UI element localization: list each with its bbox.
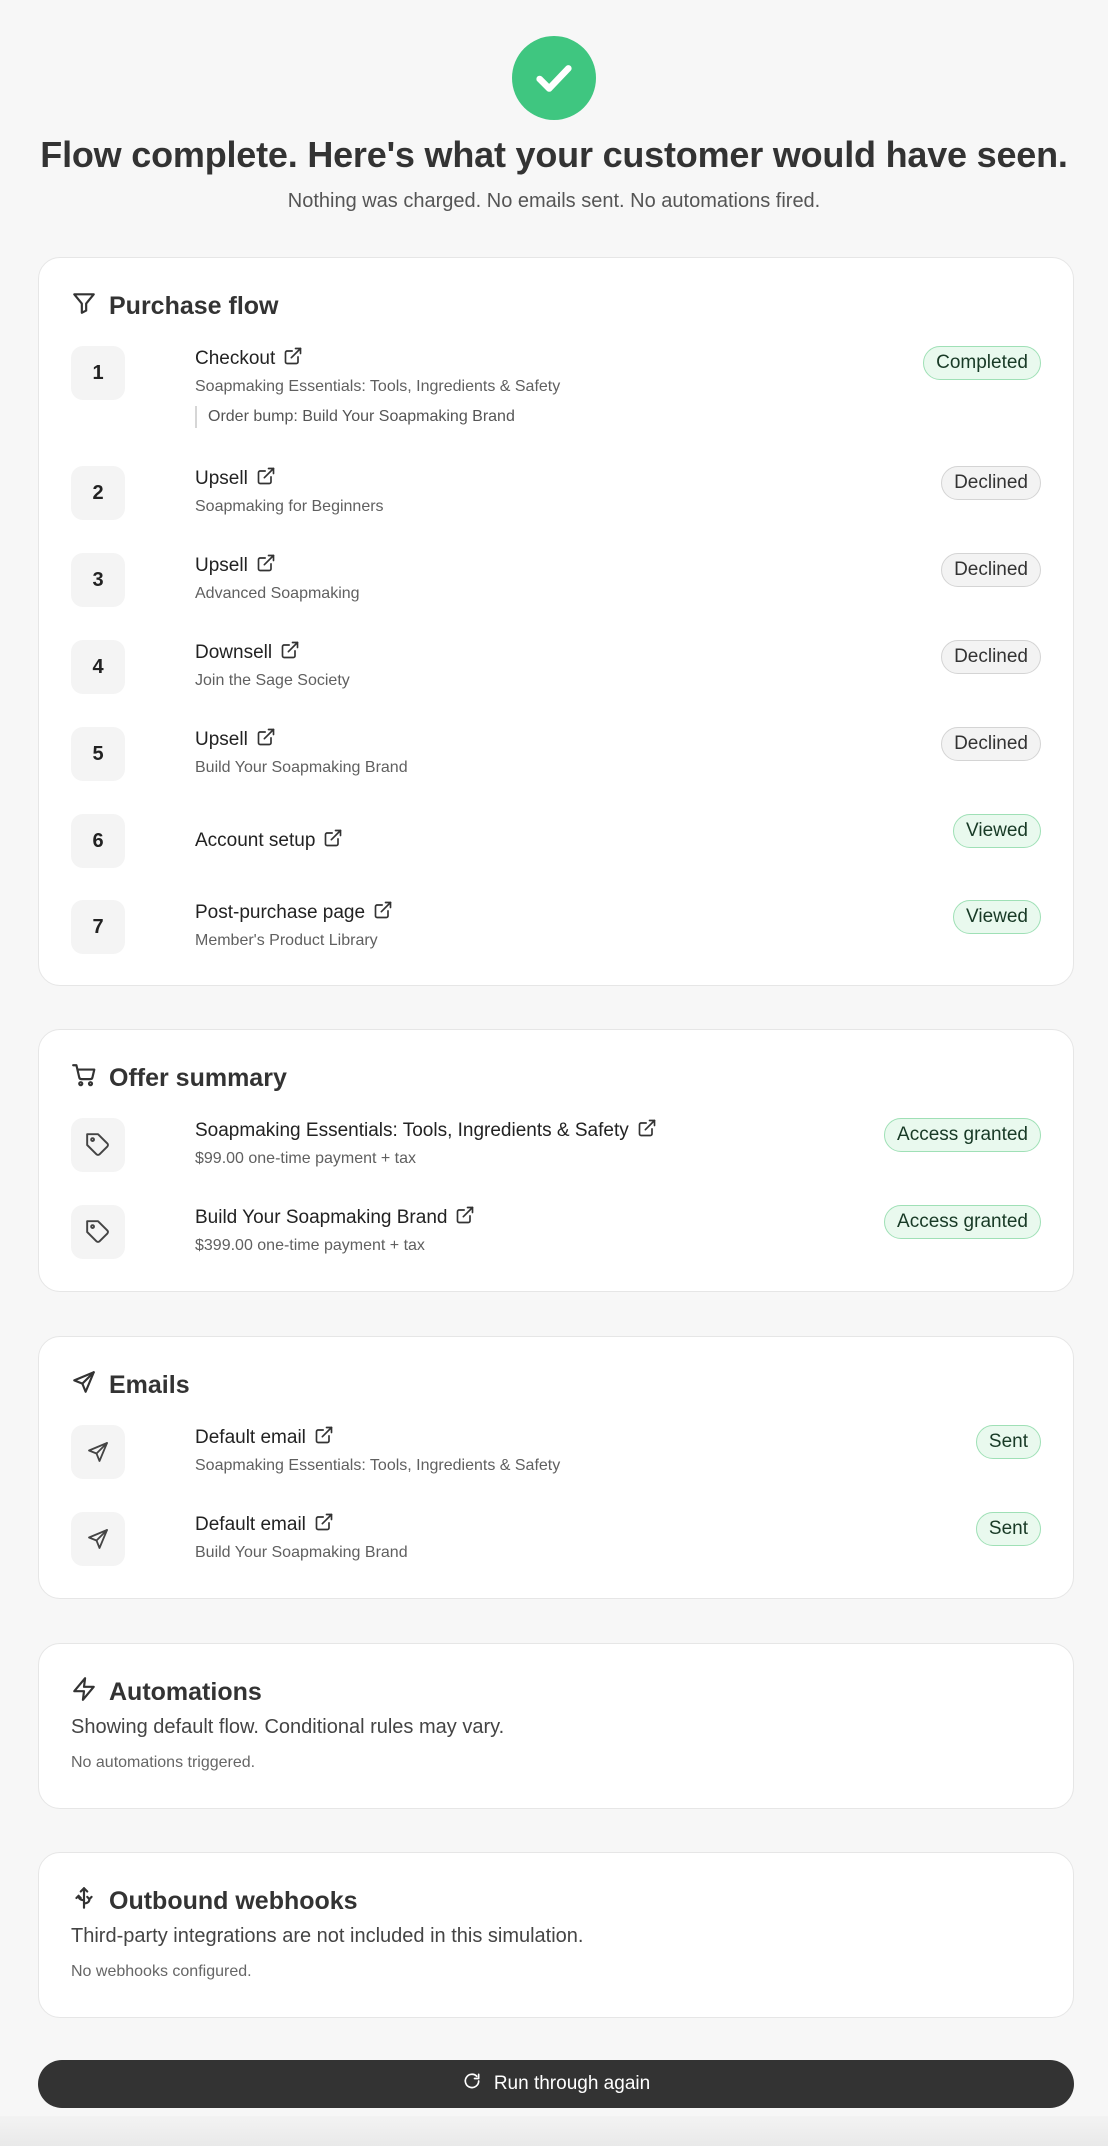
email-subtitle: Soapmaking Essentials: Tools, Ingredients & Safety [195,1457,561,1474]
run-again-label: Run through again [493,2073,651,2094]
webhook-icon [71,1885,109,1918]
step-title: Upsell [195,555,248,576]
flow-step [71,346,1041,446]
offer-link[interactable] [195,1205,475,1231]
step-number: 5 [71,727,125,781]
external-link-icon[interactable] [306,1512,334,1538]
step-subtitle: Member's Product Library [195,932,378,949]
cart-icon [71,1062,109,1095]
automations-title: Automations [109,1678,262,1706]
funnel-icon [71,290,109,323]
emails-header [71,1369,190,1402]
step-number: 2 [71,466,125,520]
status-badge: Sent [976,1425,1041,1459]
email-row [71,1425,1041,1481]
email-title: Default email [195,1514,306,1535]
emails-title: Emails [109,1371,190,1399]
status-badge: Completed [923,346,1041,380]
offer-summary-title: Offer summary [109,1064,287,1092]
step-subtitle: Join the Sage Society [195,672,350,689]
webhooks-description: Third-party integrations are not included in this simulation. [71,1925,584,1947]
status-badge: Access granted [884,1118,1041,1152]
page-subtitle: Nothing was charged. No emails sent. No automations fired. [287,190,821,212]
purchase-flow-header [71,290,279,323]
step-link[interactable] [195,828,343,854]
status-badge: Declined [941,640,1041,674]
flow-step [71,900,1041,960]
offer-summary-header [71,1062,287,1095]
step-link[interactable] [195,553,360,579]
webhooks-header [71,1885,358,1918]
email-subtitle: Build Your Soapmaking Brand [195,1544,408,1561]
send-icon [71,1512,125,1566]
webhooks-empty-state: No webhooks configured. [71,1963,252,1980]
automations-header [71,1676,262,1709]
automations-empty-state: No automations triggered. [71,1754,256,1771]
step-link[interactable] [195,727,408,753]
status-badge: Declined [941,466,1041,500]
step-link[interactable] [195,346,560,372]
flow-step [71,553,1041,613]
bottom-fade [0,2116,1108,2146]
email-link[interactable] [195,1425,560,1451]
email-link[interactable] [195,1512,408,1538]
send-icon [71,1425,125,1479]
send-icon [71,1369,109,1402]
step-subtitle: Soapmaking for Beginners [195,498,384,515]
step-subtitle: Advanced Soapmaking [195,585,360,602]
step-title: Post-purchase page [195,902,366,923]
flow-step [71,466,1041,526]
offer-link[interactable] [195,1118,657,1144]
webhooks-card [38,1852,1074,2018]
email-row [71,1512,1041,1568]
step-number: 6 [71,814,125,868]
step-subtitle: Build Your Soapmaking Brand [195,759,408,776]
status-badge: Access granted [884,1205,1041,1239]
offer-price: $99.00 one-time payment + tax [195,1150,417,1167]
external-link-icon[interactable] [275,346,303,372]
flow-step [71,727,1041,787]
emails-card [38,1336,1074,1599]
step-link[interactable] [195,900,393,926]
purchase-flow-card [38,257,1074,986]
step-link[interactable] [195,466,384,492]
tag-icon [71,1205,125,1259]
offer-title: Soapmaking Essentials: Tools, Ingredients & Safety [195,1120,629,1141]
step-title: Checkout [195,348,276,369]
external-link-icon[interactable] [248,466,276,492]
run-again-button[interactable] [38,2060,1074,2108]
step-link[interactable] [195,640,350,666]
flow-step [71,640,1041,700]
status-badge: Viewed [953,814,1041,848]
offer-title: Build Your Soapmaking Brand [195,1207,448,1228]
hero [0,0,1108,213]
step-number: 7 [71,900,125,954]
step-title: Downsell [195,642,273,663]
step-subtitle: Soapmaking Essentials: Tools, Ingredients & Safety [195,378,561,395]
automations-description: Showing default flow. Conditional rules may vary. [71,1716,505,1738]
page-title: Flow complete. Here's what your customer would have seen. [40,134,1068,175]
step-title: Upsell [195,729,248,750]
external-link-icon[interactable] [248,727,276,753]
offer-row [71,1118,1041,1174]
flow-step [71,814,1041,868]
step-number: 4 [71,640,125,694]
offer-row [71,1205,1041,1261]
status-badge: Sent [976,1512,1041,1546]
step-title: Account setup [195,830,316,851]
step-number: 1 [71,346,125,400]
step-title: Upsell [195,468,248,489]
automations-card [38,1643,1074,1809]
external-link-icon[interactable] [248,553,276,579]
external-link-icon[interactable] [306,1425,334,1451]
webhooks-title: Outbound webhooks [109,1887,358,1915]
redo-icon [462,2071,494,2097]
external-link-icon[interactable] [315,828,343,854]
tag-icon [71,1118,125,1172]
external-link-icon[interactable] [272,640,300,666]
step-number: 3 [71,553,125,607]
check-circle-icon [512,36,596,120]
external-link-icon[interactable] [447,1205,475,1231]
purchase-flow-title: Purchase flow [109,292,279,320]
external-link-icon[interactable] [365,900,393,926]
status-badge: Viewed [953,900,1041,934]
lightning-icon [71,1676,109,1709]
external-link-icon[interactable] [629,1118,657,1144]
email-title: Default email [195,1427,306,1448]
order-bump: Order bump: Build Your Soapmaking Brand [195,406,560,428]
offer-price: $399.00 one-time payment + tax [195,1237,425,1254]
status-badge: Declined [941,553,1041,587]
offer-summary-card [38,1029,1074,1292]
status-badge: Declined [941,727,1041,761]
